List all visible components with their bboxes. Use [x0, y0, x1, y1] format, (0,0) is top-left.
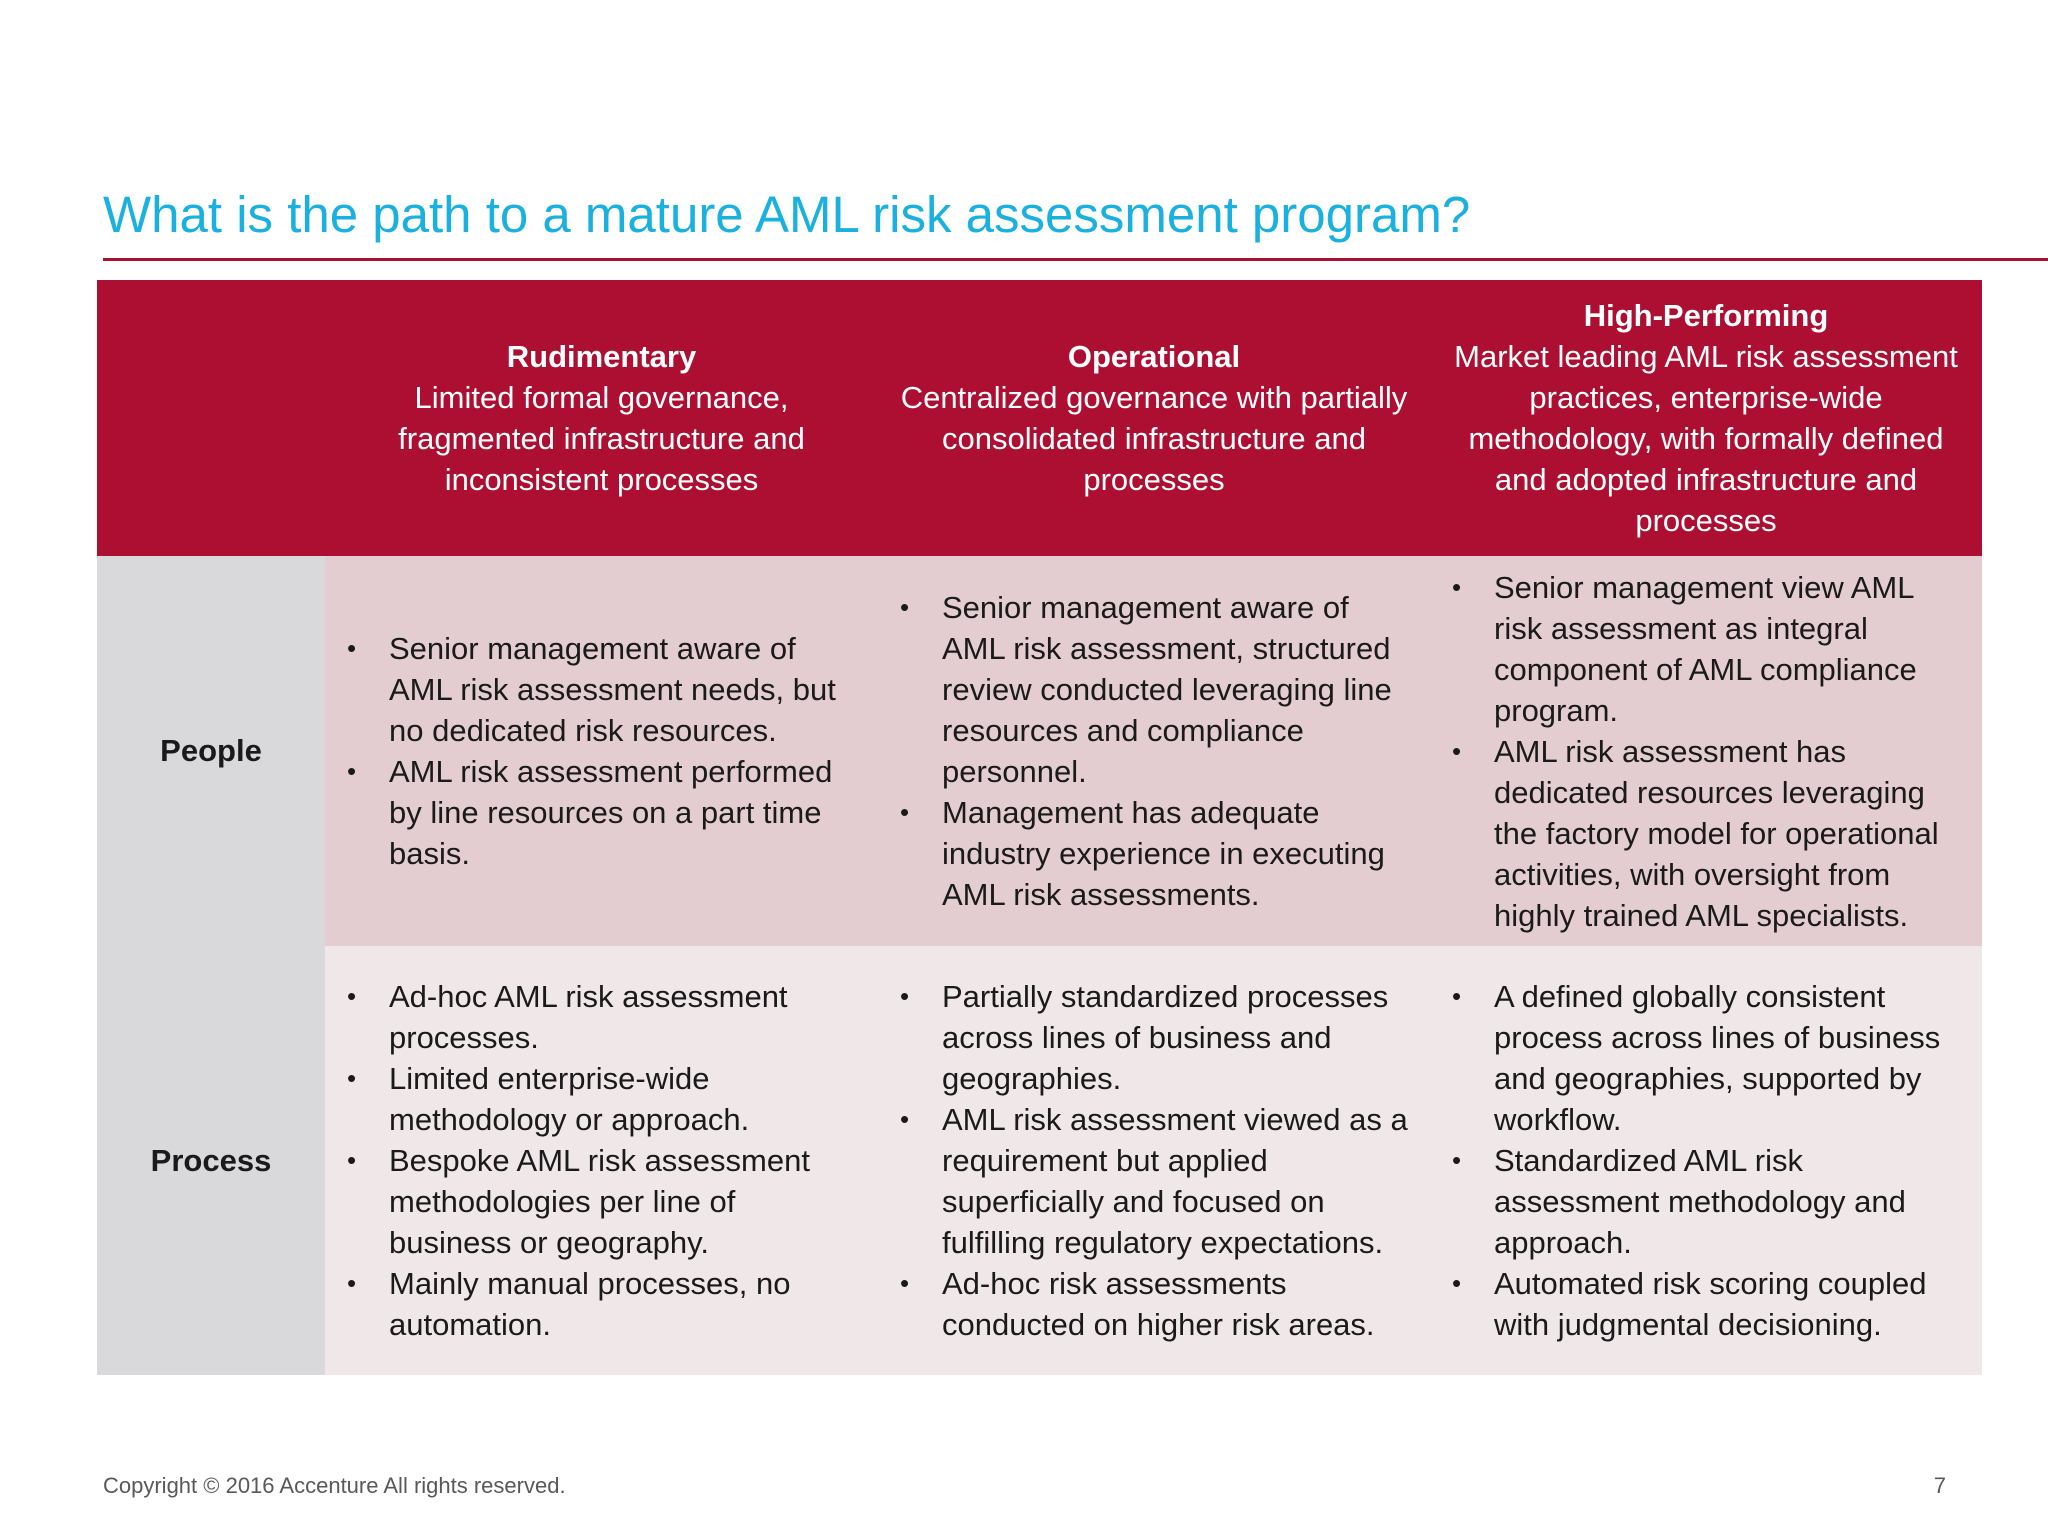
- list-item: • AML risk assessment performed by line resources on a part time basis.: [347, 751, 856, 874]
- list-item: • AML risk assessment viewed as a requirement but applied superficially and focused on fulfilling regulatory expectations.: [900, 1099, 1408, 1263]
- list-item: • Limited enterprise-wide methodology or approach.: [347, 1058, 856, 1140]
- list-item: • Standardized AML risk assessment methodology and approach.: [1452, 1140, 1960, 1263]
- list-item: • Senior management aware of AML risk assessment needs, but no dedicated risk resources.: [347, 628, 856, 751]
- list-item: • Automated risk scoring coupled with judgmental decisioning.: [1452, 1263, 1960, 1345]
- bullet-list: [1452, 976, 1960, 1345]
- column-name: Operational: [1067, 339, 1241, 374]
- list-item: • Ad-hoc risk assessments conducted on higher risk areas.: [900, 1263, 1408, 1345]
- list-item: • AML risk assessment has dedicated resources leveraging the factory model for operational activities, with oversight from highly trained AML specialists.: [1452, 731, 1960, 936]
- list-item: • A defined globally consistent process across lines of business and geographies, supported by workflow.: [1452, 976, 1960, 1140]
- title-divider: [103, 258, 2048, 261]
- list-item: • Mainly manual processes, no automation.: [347, 1263, 856, 1345]
- list-item: • Senior management aware of AML risk assessment, structured review conducted leveraging line resources and compliance personnel.: [900, 587, 1408, 792]
- people-high-performing-cell: [1430, 556, 1982, 946]
- column-name: High-Performing: [1583, 298, 1829, 333]
- bullet-list: [900, 587, 1408, 915]
- people-rudimentary-cell: [325, 556, 878, 946]
- bullet-list: [347, 976, 856, 1345]
- column-header-operational: [878, 280, 1430, 556]
- row-label-people: People: [97, 556, 325, 946]
- maturity-matrix: [97, 280, 1982, 1375]
- process-high-performing-cell: [1430, 946, 1982, 1375]
- bullet-list: [900, 976, 1408, 1345]
- slide-title: What is the path to a mature AML risk assessment program?: [103, 186, 1471, 243]
- copyright-notice: Copyright © 2016 Accenture All rights reserved.: [103, 1473, 566, 1498]
- list-item: • Ad-hoc AML risk assessment processes.: [347, 976, 856, 1058]
- page-number: 7: [1933, 1473, 1946, 1498]
- column-description: Limited formal governance, fragmented infrastructure and inconsistent processes: [398, 380, 805, 497]
- list-item: • Management has adequate industry experience in executing AML risk assessments.: [900, 792, 1408, 915]
- column-name: Rudimentary: [506, 339, 697, 374]
- row-label-process: Process: [97, 946, 325, 1375]
- list-item: • Bespoke AML risk assessment methodologies per line of business or geography.: [347, 1140, 856, 1263]
- column-description: Market leading AML risk assessment practices, enterprise-wide methodology, with formally defined and adopted infrastructure and processes: [1454, 339, 1958, 538]
- header-corner: [97, 280, 325, 556]
- list-item: • Senior management view AML risk assessment as integral component of AML compliance program.: [1452, 567, 1960, 731]
- process-rudimentary-cell: [325, 946, 878, 1375]
- column-header-rudimentary: [325, 280, 878, 556]
- bullet-list: [347, 628, 856, 874]
- column-header-high-performing: [1430, 280, 1982, 556]
- bullet-list: [1452, 567, 1960, 936]
- people-operational-cell: [878, 556, 1430, 946]
- list-item: • Partially standardized processes across lines of business and geographies.: [900, 976, 1408, 1099]
- column-description: Centralized governance with partially consolidated infrastructure and processes: [900, 380, 1408, 497]
- process-operational-cell: [878, 946, 1430, 1375]
